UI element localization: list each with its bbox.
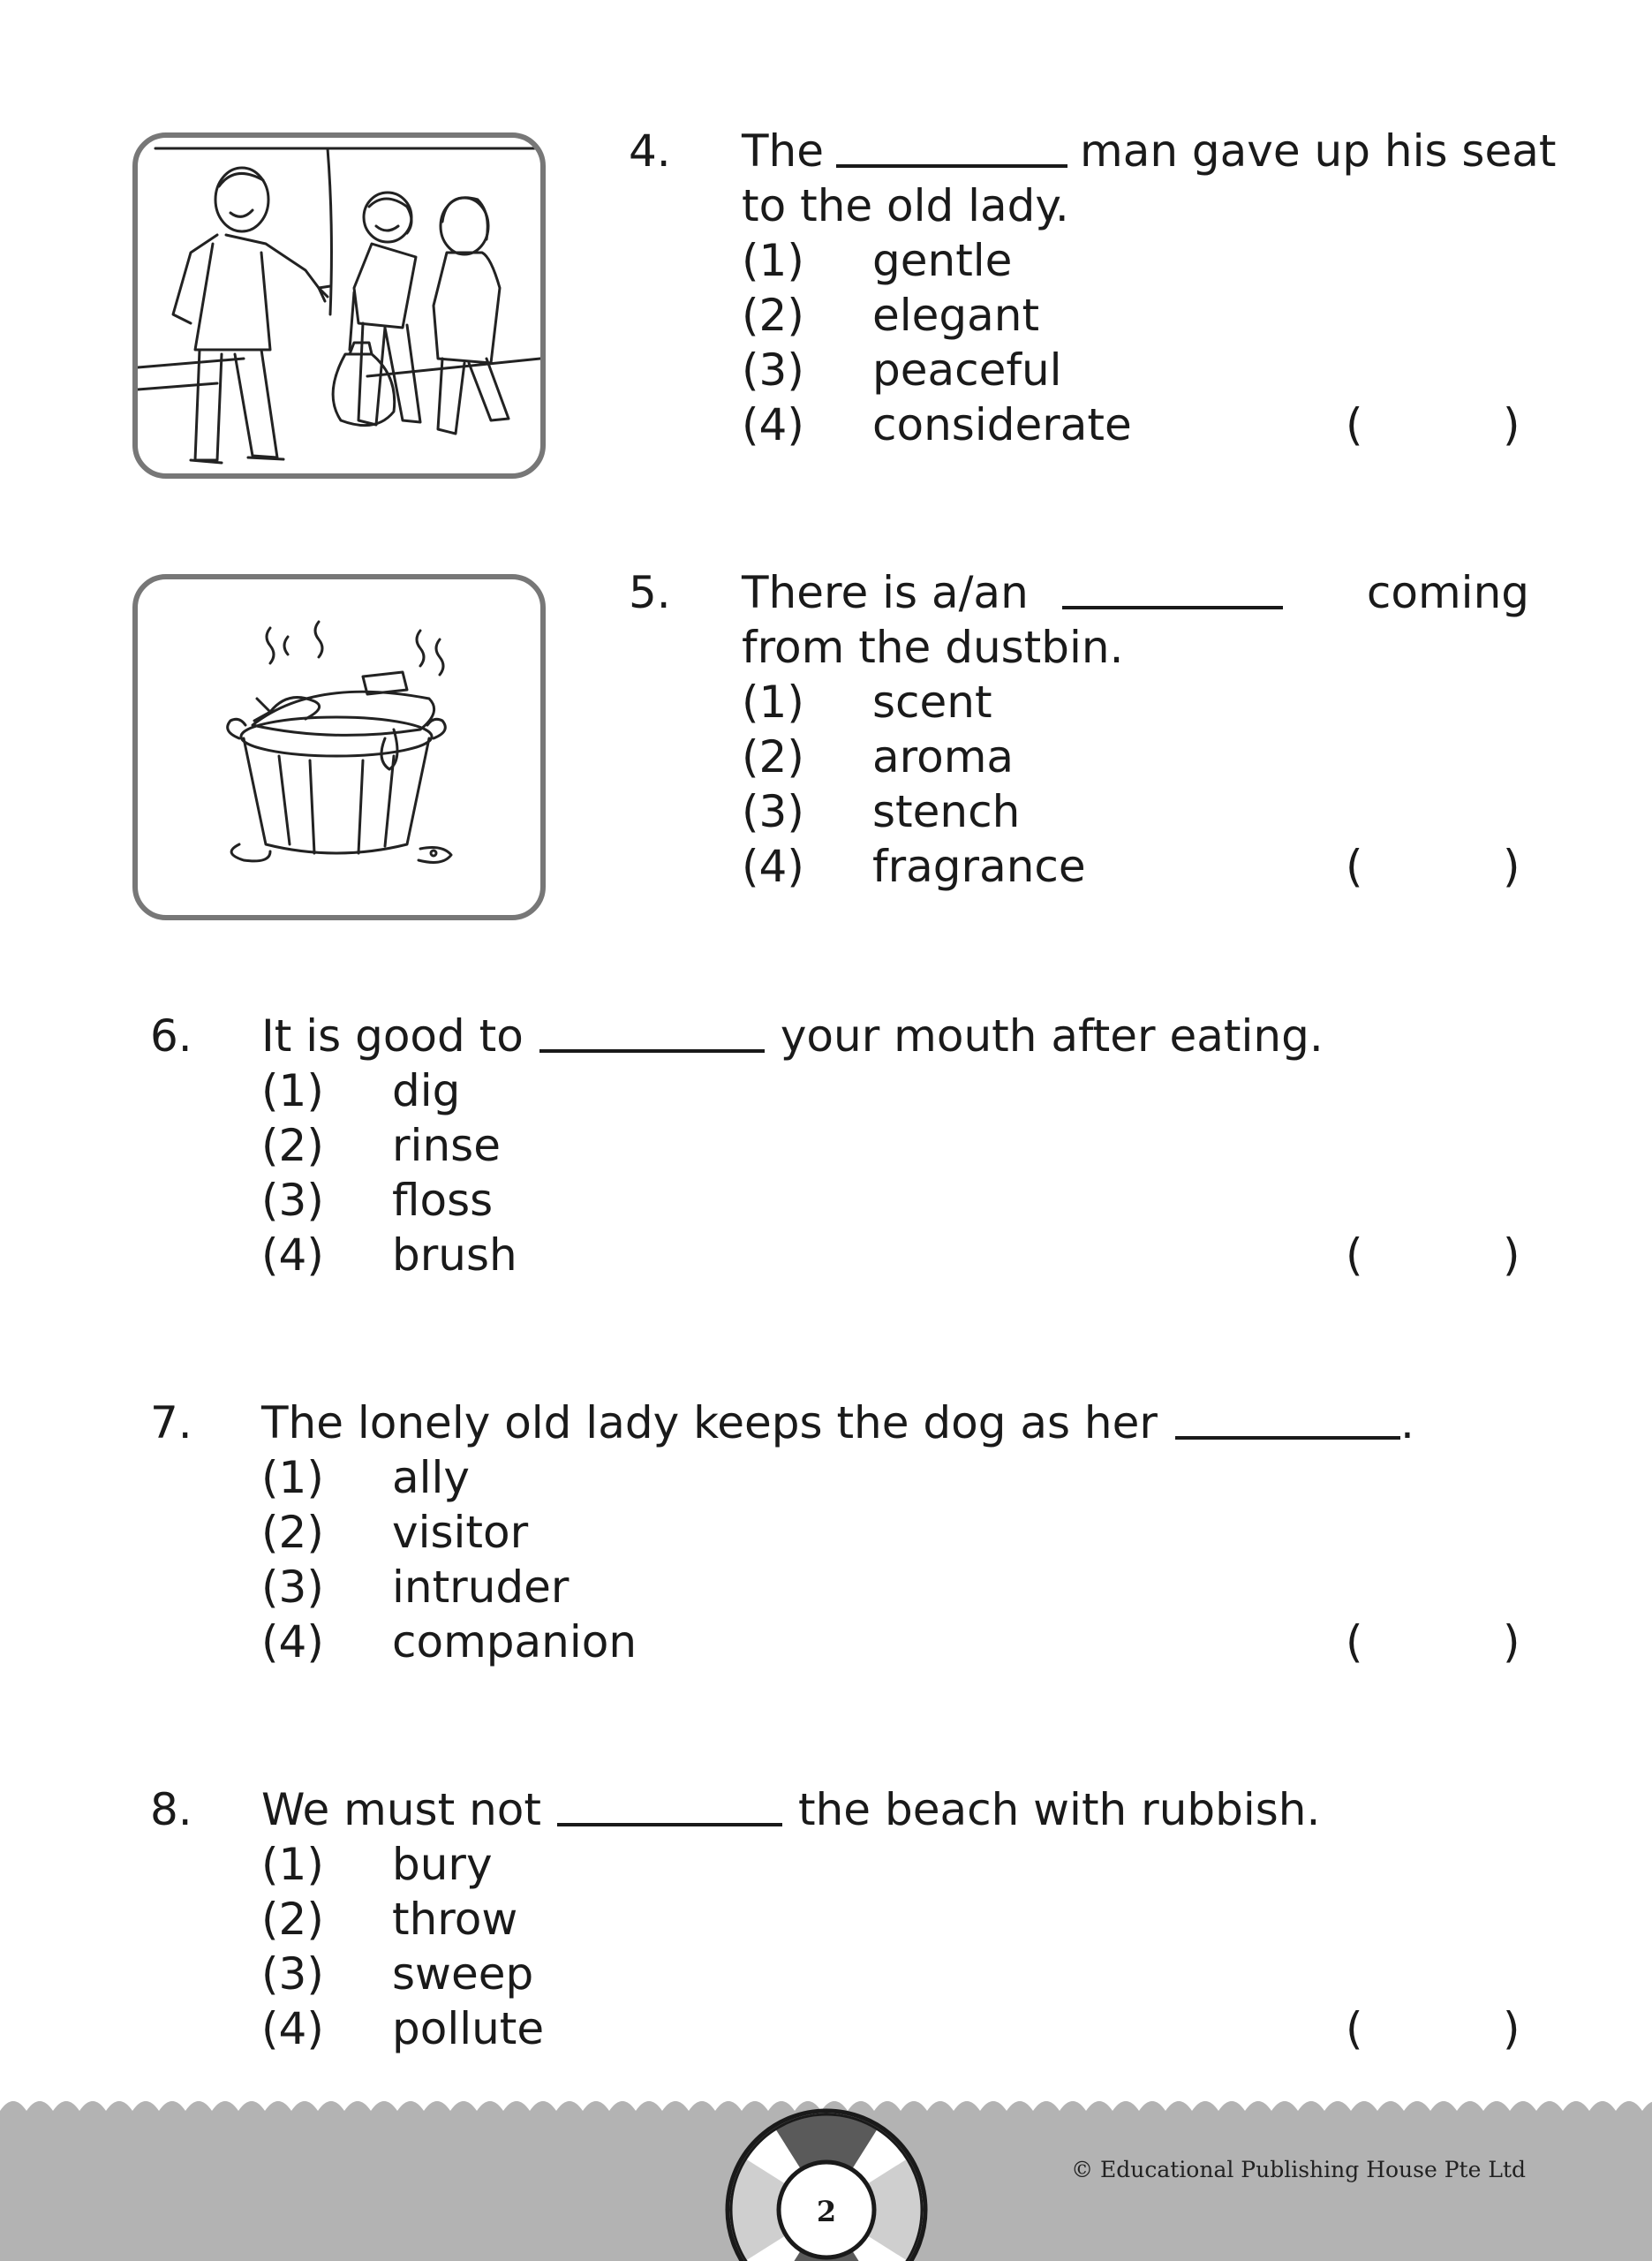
option-2	[742, 730, 1014, 784]
option-text: companion	[392, 1616, 637, 1667]
stem-text-after-blank: coming	[1366, 567, 1529, 618]
option-number: (3)	[742, 344, 804, 396]
option-1	[742, 675, 992, 730]
option-2	[261, 1892, 517, 1947]
option-number: (1)	[261, 1839, 324, 1890]
option-number: (1)	[261, 1065, 324, 1116]
option-number: (4)	[261, 1616, 324, 1667]
option-number: (1)	[742, 235, 804, 286]
stem-text-before-blank: We must not	[261, 1784, 541, 1835]
option-number: (2)	[742, 731, 804, 783]
option-number: (2)	[742, 290, 804, 341]
answer-blank	[557, 1823, 782, 1826]
option-text: gentle	[872, 235, 1013, 286]
option-4	[261, 2001, 544, 2056]
stem-text-before-blank: There is a/an	[742, 567, 1029, 618]
answer-parentheses[interactable]	[1346, 2001, 1522, 2056]
question-number: 8.	[150, 1784, 192, 1835]
page-number: 2	[816, 2195, 837, 2228]
paren-open: (	[1346, 1616, 1363, 1667]
stem-text-before-blank: The lonely old lady keeps the dog as her	[261, 1397, 1158, 1448]
option-3	[742, 784, 1020, 839]
answer-blank	[539, 1049, 765, 1053]
stem-text-after-blank: .	[1399, 1397, 1414, 1448]
option-text: stench	[872, 786, 1021, 837]
question-number: 7.	[150, 1397, 192, 1448]
option-1	[261, 1450, 470, 1505]
stem-text-after-blank: man gave up his seat	[1080, 125, 1557, 177]
option-text: sweep	[392, 1948, 534, 2000]
answer-parentheses[interactable]	[1346, 1228, 1522, 1282]
option-4	[261, 1614, 637, 1669]
option-text: elegant	[872, 290, 1040, 341]
question-stem	[261, 1395, 1414, 1450]
illustration-smelly-dustbin	[132, 574, 546, 920]
question-7	[150, 1395, 1528, 1678]
option-number: (2)	[261, 1507, 324, 1558]
question-4	[629, 124, 1557, 459]
question-stem	[261, 1782, 1320, 1837]
question-number: 5.	[629, 567, 671, 618]
question-stem-line-2: from the dustbin.	[742, 622, 1124, 673]
option-1	[261, 1837, 493, 1892]
answer-blank	[1062, 606, 1283, 609]
paren-open: (	[1346, 399, 1363, 450]
option-text: intruder	[392, 1562, 570, 1613]
paren-close: )	[1503, 1616, 1520, 1667]
option-text: dig	[392, 1065, 461, 1116]
paren-close: )	[1503, 2003, 1520, 2054]
option-text: rinse	[392, 1120, 501, 1171]
option-1	[742, 233, 1012, 288]
copyright-notice: © Educational Publishing House Pte Ltd	[1071, 2157, 1526, 2182]
paren-close: )	[1503, 399, 1520, 450]
option-number: (4)	[742, 841, 804, 892]
option-text: ally	[392, 1452, 471, 1503]
stem-text-after-blank: the beach with rubbish.	[798, 1784, 1321, 1835]
stem-text-after-blank: your mouth after eating.	[780, 1010, 1324, 1062]
question-6	[150, 1009, 1528, 1291]
paren-close: )	[1503, 841, 1520, 892]
paren-open: (	[1346, 841, 1363, 892]
option-number: (2)	[261, 1894, 324, 1945]
paren-open: (	[1346, 2003, 1363, 2054]
option-text: scent	[872, 677, 992, 728]
option-4	[742, 839, 1086, 894]
option-text: throw	[392, 1894, 518, 1945]
question-number: 4.	[629, 125, 671, 177]
option-text: pollute	[392, 2003, 545, 2054]
option-3	[742, 343, 1062, 397]
option-2	[742, 288, 1039, 343]
question-stem	[261, 1009, 1324, 1063]
answer-parentheses[interactable]	[1346, 839, 1522, 894]
question-stem	[742, 565, 1529, 620]
option-number: (4)	[261, 1229, 324, 1281]
option-number: (4)	[261, 2003, 324, 2054]
option-text: bury	[392, 1839, 493, 1890]
option-1	[261, 1063, 460, 1118]
option-number: (4)	[742, 399, 804, 450]
option-number: (3)	[261, 1562, 324, 1613]
option-number: (3)	[261, 1948, 324, 2000]
option-text: aroma	[872, 731, 1015, 783]
option-text: peaceful	[872, 344, 1062, 396]
question-stem	[742, 124, 1556, 178]
option-3	[261, 1947, 533, 2001]
option-text: floss	[392, 1175, 494, 1226]
option-3	[261, 1560, 570, 1614]
question-8	[150, 1782, 1528, 2065]
option-number: (1)	[742, 677, 804, 728]
paren-close: )	[1503, 1229, 1520, 1281]
option-number: (2)	[261, 1120, 324, 1171]
option-number: (3)	[742, 786, 804, 837]
option-number: (3)	[261, 1175, 324, 1226]
option-4	[261, 1228, 517, 1282]
option-number: (1)	[261, 1452, 324, 1503]
option-text: fragrance	[872, 841, 1086, 892]
paren-open: (	[1346, 1229, 1363, 1281]
option-4	[742, 397, 1132, 452]
stem-text-before-blank: The	[742, 125, 824, 177]
answer-blank	[1175, 1436, 1400, 1440]
stem-text-before-blank: It is good to	[261, 1010, 524, 1062]
answer-parentheses[interactable]	[1346, 397, 1522, 452]
option-2	[261, 1118, 501, 1173]
answer-blank	[836, 164, 1067, 168]
illustration-man-gives-seat	[132, 132, 546, 479]
question-number: 6.	[150, 1010, 192, 1062]
question-stem-line-2: to the old lady.	[742, 180, 1069, 231]
question-5	[629, 565, 1529, 901]
option-text: visitor	[392, 1507, 529, 1558]
dustbin-drawing	[138, 579, 540, 915]
option-text: brush	[392, 1229, 517, 1281]
option-text: considerate	[872, 399, 1132, 450]
answer-parentheses[interactable]	[1346, 1614, 1522, 1669]
man-gives-seat-drawing	[138, 138, 540, 473]
option-2	[261, 1505, 528, 1560]
option-3	[261, 1173, 493, 1228]
